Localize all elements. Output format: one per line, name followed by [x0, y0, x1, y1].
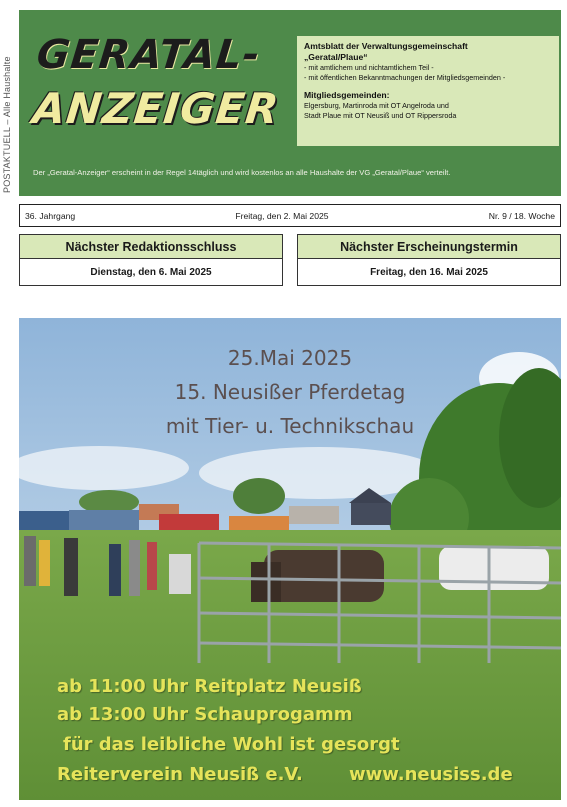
poster-club: Reiterverein Neusiß e.V. — [57, 764, 303, 785]
issue-date: Freitag, den 2. Mai 2025 — [235, 210, 329, 221]
poster-website: www.neusiss.de — [349, 764, 513, 785]
postal-side-label: POSTAKTUELL – Alle Haushalte — [2, 56, 12, 193]
deadline-date: Dienstag, den 6. Mai 2025 — [90, 267, 212, 278]
distribution-note: Der „Geratal-Anzeiger“ erscheint in der Regel 14täglich und wird kostenlos an alle Haushalte der VG „Geratal/Plaue“ verteilt. — [33, 168, 451, 177]
issue-number: Nr. 9 / 18. Woche — [488, 210, 555, 221]
info-title: Amtsblatt der Verwaltungsgemeinschaft — [304, 41, 468, 51]
logo-line-1: GERATAL- — [34, 32, 263, 78]
members-title: Mitgliedsgemeinden: — [304, 90, 390, 100]
volume-label: 36. Jahrgang — [25, 210, 76, 221]
release-title: Nächster Erscheinungstermin — [298, 235, 560, 259]
release-date: Freitag, den 16. Mai 2025 — [370, 267, 488, 278]
dateline-bar — [19, 204, 561, 227]
masthead — [19, 10, 561, 196]
poster-line-1: ab 11:00 Uhr Reitplatz Neusiß — [57, 676, 362, 697]
info-subtitle: „Geratal/Plaue“ — [304, 52, 368, 62]
info-line-1: - mit amtlichem und nichtamtlichem Teil - — [304, 63, 434, 72]
newspaper-logo — [30, 28, 283, 148]
poster-line-3: für das leibliche Wohl ist gesorgt — [63, 734, 400, 755]
members-line-1: Elgersburg, Martinroda mit OT Angelroda und — [304, 101, 449, 110]
event-poster — [19, 318, 561, 800]
poster-line-2: ab 13:00 Uhr Schauprogamm — [57, 704, 353, 725]
release-box — [297, 234, 561, 286]
info-line-2: - mit öffentlichen Bekanntmachungen der Mitgliedsgemeinden - — [304, 73, 506, 82]
deadline-box — [19, 234, 283, 286]
poster-date: 25.Mai 2025 — [227, 346, 353, 370]
poster-subtitle: mit Tier- u. Technikschau — [165, 414, 415, 438]
logo-line-2: ANZEIGER — [30, 84, 282, 133]
members-line-2: Stadt Plaue mit OT Neusiß und OT Rippersroda — [304, 111, 457, 120]
poster-event-title: 15. Neusißer Pferdetag — [174, 380, 406, 404]
deadline-title: Nächster Redaktionsschluss — [20, 235, 282, 259]
masthead-info-box — [297, 36, 559, 146]
